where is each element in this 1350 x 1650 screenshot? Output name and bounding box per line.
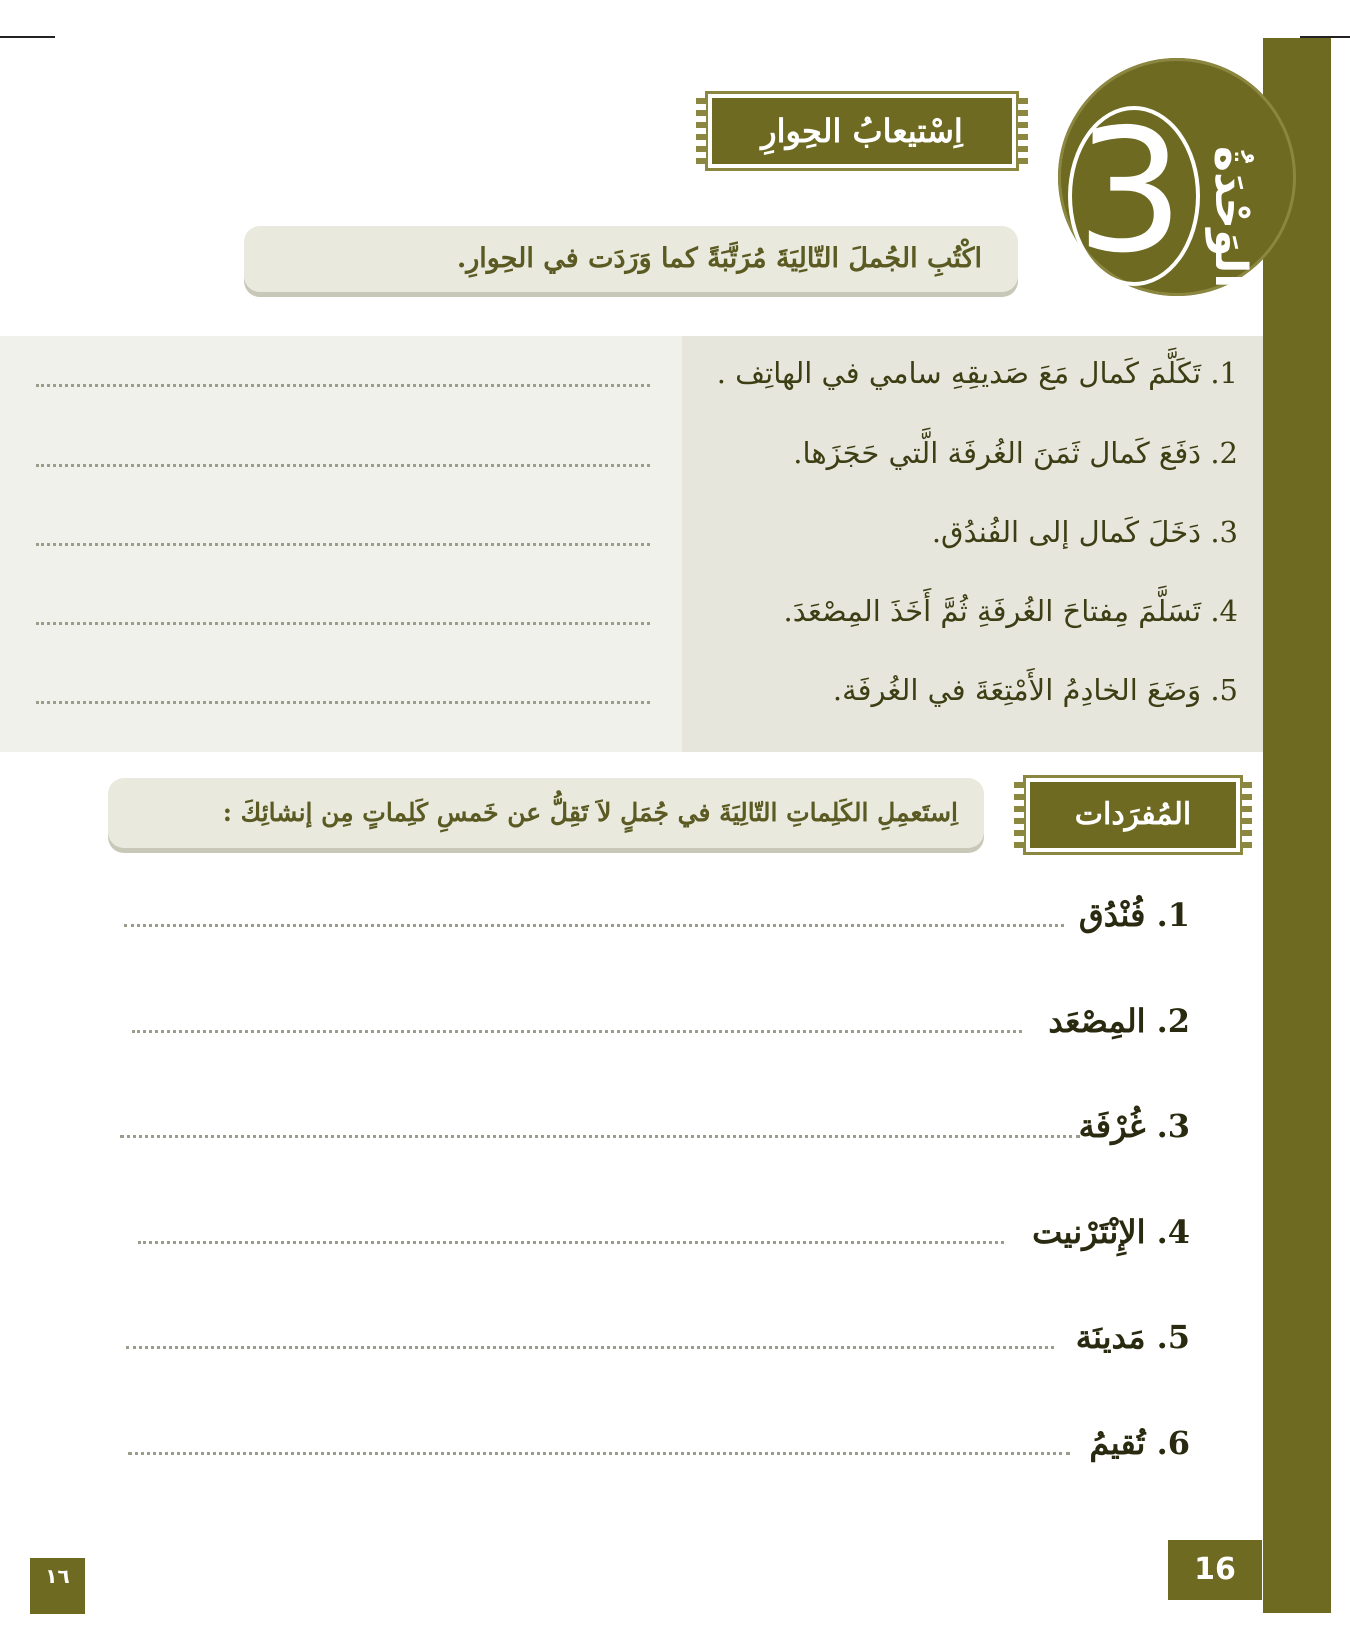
answer-line-4[interactable]: [36, 622, 650, 625]
vocab-title: [1030, 782, 1236, 848]
vocab-answer-line-3[interactable]: [120, 1135, 1080, 1138]
sentence-2: 2. دَفَعَ كَمال ثَمَنَ الغُرفَة الَّتي حَجَزَها.: [793, 436, 1238, 470]
vocab-answer-line-6[interactable]: [128, 1452, 1070, 1455]
vocab-answer-line-4[interactable]: [138, 1241, 1004, 1244]
side-band: [1263, 38, 1331, 1613]
vocab-answer-line-2[interactable]: [132, 1030, 1022, 1033]
answer-line-3[interactable]: [36, 543, 650, 546]
page-number-arabic-box: [30, 1558, 85, 1614]
section-title-text: اِسْتيعابُ الحِوارِ: [761, 112, 963, 150]
answer-line-5[interactable]: [36, 701, 650, 704]
vocab-title-text: المُفرَدات: [1074, 797, 1192, 832]
page-number-arabic: ١٦: [45, 1564, 70, 1588]
sentence-1: 1. تَكَلَّمَ كَمال مَعَ صَديقِهِ سامي في الهاتِف .: [716, 356, 1238, 390]
instruction-box: [244, 226, 1018, 292]
vocab-item-5: 5. مَدينَة: [1075, 1318, 1190, 1356]
sentence-5: 5. وَضَعَ الخادِمُ الأَمْتِعَةَ في الغُرفَة.: [832, 673, 1238, 707]
instruction-text: اكْتُبِ الجُملَ التّالِيَةَ مُرَتَّبَةً كما وَرَدَت في الحِوارِ.: [456, 243, 982, 274]
section-title: [712, 98, 1012, 164]
unit-label: الوَحْدَةُ: [1205, 145, 1256, 288]
crop-mark-left: [0, 36, 55, 38]
page-number-box: [1168, 1540, 1262, 1600]
sentence-4: 4. تَسَلَّمَ مِفتاحَ الغُرفَةِ ثُمَّ أَخَذَ المِصْعَدَ.: [783, 594, 1238, 628]
vocab-answer-line-1[interactable]: [124, 924, 1064, 927]
vocab-instruction-box: [108, 778, 984, 848]
vocab-item-6: 6. تُقيمُ: [1089, 1424, 1190, 1462]
vocab-item-4: 4. الإِنْتَرْنيت: [1032, 1213, 1190, 1251]
vocab-item-3: 3. غُرْفَة: [1078, 1107, 1190, 1145]
vocab-item-1: 1. فُنْدُق: [1078, 896, 1190, 934]
vocab-item-2: 2. المِصْعَد: [1048, 1002, 1190, 1040]
answer-line-1[interactable]: [36, 384, 650, 387]
unit-number: 3: [1075, 93, 1185, 291]
sentence-3: 3. دَخَلَ كَمال إلى الفُندُق.: [931, 515, 1238, 549]
vocab-instruction-text: اِستَعمِلِ الكَلِماتِ التّالِيَةَ في جُمَلٍ لاَ تَقِلُّ عن خَمسِ كَلِماتٍ مِن إنشائِكَ :: [222, 798, 958, 827]
vocab-answer-line-5[interactable]: [126, 1346, 1054, 1349]
page-number: 16: [1194, 1552, 1236, 1587]
answer-line-2[interactable]: [36, 464, 650, 467]
